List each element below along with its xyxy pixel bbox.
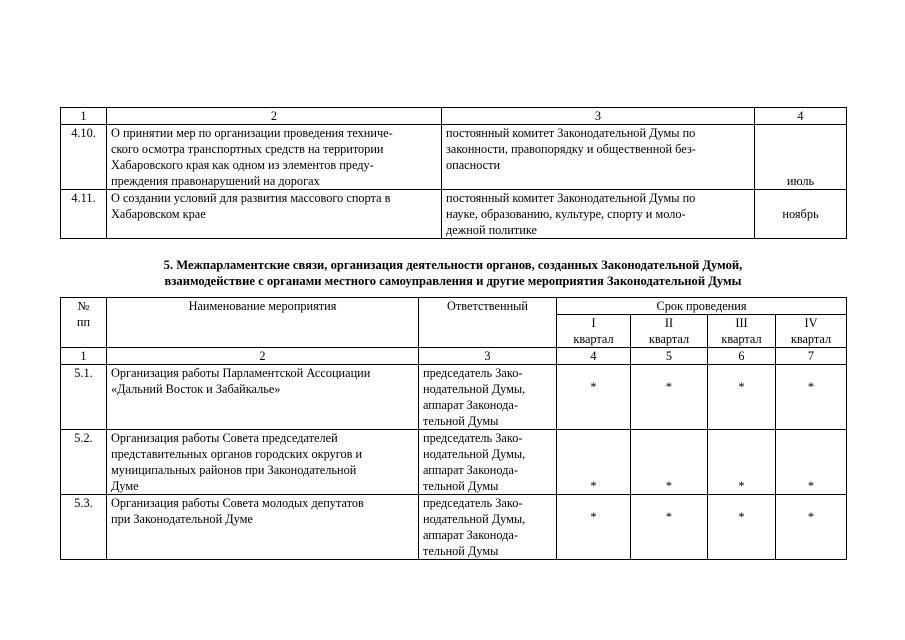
responsible xyxy=(442,125,755,190)
text-line: квартал xyxy=(721,332,762,346)
quarter-mark: * xyxy=(557,365,631,430)
text-line: тельной Думы xyxy=(423,544,499,558)
text-line: квартал xyxy=(790,332,832,346)
text-line: пп xyxy=(76,315,91,329)
column-number: 2 xyxy=(107,348,419,365)
responsible xyxy=(442,190,755,239)
text-line: «Дальний Восток и Забайкалье» xyxy=(111,382,281,396)
column-numbering-row xyxy=(61,348,847,365)
column-number: 3 xyxy=(442,108,755,125)
text-line: Организация работы Парламентской Ассоциации xyxy=(111,366,371,380)
event-title xyxy=(107,495,419,560)
section-heading-line: взаимодействие с органами местного самоуправления и другие мероприятия Законодательной Думы xyxy=(164,274,742,288)
row-number: 4.11. xyxy=(61,190,107,239)
text-line: О создании условий для развития массового спорта в xyxy=(111,191,391,205)
text-line: нодательной Думы, xyxy=(423,382,526,396)
text-line: Думе xyxy=(111,479,139,493)
quarter-mark: * xyxy=(557,430,631,495)
section-heading-line: 5. Межпарламентские связи, организация деятельности органов, созданных Законодательной Думой, xyxy=(163,258,743,272)
responsible xyxy=(419,495,557,560)
quarter-mark: * xyxy=(776,430,847,495)
text-line: О принятии мер по организации проведения техниче- xyxy=(111,126,393,140)
quarter-mark: * xyxy=(631,430,708,495)
text-line: постоянный комитет Законодательной Думы по xyxy=(446,191,696,205)
table-row xyxy=(61,365,847,430)
section-heading xyxy=(60,257,846,289)
column-number: 5 xyxy=(631,348,708,365)
row-number: 4.10. xyxy=(61,125,107,190)
col-header-responsible: Ответственный xyxy=(419,298,557,348)
text-line: председатель Зако- xyxy=(423,496,523,510)
term: июль xyxy=(755,125,847,190)
quarter-mark: * xyxy=(708,495,776,560)
column-numbering-row xyxy=(61,108,847,125)
text-line: опасности xyxy=(446,158,501,172)
text-line: представительных органов городских округов и xyxy=(111,447,363,461)
column-number: 2 xyxy=(107,108,442,125)
text-line: тельной Думы xyxy=(423,479,499,493)
text-line: II xyxy=(664,316,674,330)
row-number: 5.1. xyxy=(61,365,107,430)
quarter-mark: * xyxy=(631,495,708,560)
column-number: 1 xyxy=(61,348,107,365)
event-title xyxy=(107,190,442,239)
column-number: 4 xyxy=(557,348,631,365)
agenda-table-continued xyxy=(60,107,847,239)
event-title xyxy=(107,365,419,430)
text-line: председатель Зако- xyxy=(423,431,523,445)
responsible xyxy=(419,430,557,495)
text-line: № xyxy=(77,299,90,313)
column-number: 3 xyxy=(419,348,557,365)
text-line: дежной политике xyxy=(446,223,537,237)
term: ноябрь xyxy=(755,190,847,239)
text-line: I xyxy=(591,316,596,330)
quarter-header xyxy=(631,315,708,348)
table-row xyxy=(61,125,847,190)
text-line: при Законодательной Думе xyxy=(111,512,253,526)
text-line: аппарат Законода- xyxy=(423,528,518,542)
column-number: 1 xyxy=(61,108,107,125)
text-line: законности, правопорядку и общественной без- xyxy=(446,142,696,156)
quarter-header xyxy=(708,315,776,348)
quarter-mark: * xyxy=(708,365,776,430)
quarter-mark: * xyxy=(776,495,847,560)
text-line: тельной Думы xyxy=(423,414,499,428)
text-line: квартал xyxy=(573,332,614,346)
text-line: преждения правонарушений на дорогах xyxy=(111,174,320,188)
table-row xyxy=(61,495,847,560)
row-number: 5.2. xyxy=(61,430,107,495)
responsible xyxy=(419,365,557,430)
event-title xyxy=(107,125,442,190)
column-number: 4 xyxy=(755,108,847,125)
col-header-number xyxy=(61,298,107,348)
text-line: Организация работы Совета председателей xyxy=(111,431,338,445)
text-line: квартал xyxy=(648,332,690,346)
column-number: 7 xyxy=(776,348,847,365)
text-line: нодательной Думы, xyxy=(423,447,526,461)
text-line: председатель Зако- xyxy=(423,366,523,380)
row-number: 5.3. xyxy=(61,495,107,560)
text-line: Хабаровском крае xyxy=(111,207,206,221)
quarter-mark: * xyxy=(776,365,847,430)
table-row xyxy=(61,190,847,239)
text-line: нодательной Думы, xyxy=(423,512,526,526)
col-header-name: Наименование мероприятия xyxy=(107,298,419,348)
quarter-mark: * xyxy=(557,495,631,560)
text-line: постоянный комитет Законодательной Думы по xyxy=(446,126,696,140)
text-line: муниципальных районов при Законодательной xyxy=(111,463,357,477)
quarter-header xyxy=(776,315,847,348)
quarter-mark: * xyxy=(708,430,776,495)
text-line: ского осмотра транспортных средств на территории xyxy=(111,142,384,156)
text-line: Хабаровского края как одном из элементов преду- xyxy=(111,158,374,172)
text-line: аппарат Законода- xyxy=(423,398,518,412)
text-line: аппарат Законода- xyxy=(423,463,518,477)
quarter-mark: * xyxy=(631,365,708,430)
header-row xyxy=(61,298,847,315)
text-line: III xyxy=(735,316,748,330)
text-line: науке, образованию, культуре, спорту и моло- xyxy=(446,207,686,221)
table-row xyxy=(61,430,847,495)
text-line: IV xyxy=(804,316,818,330)
interparliamentary-table xyxy=(60,297,847,560)
col-header-term: Срок проведения xyxy=(557,298,847,315)
column-number: 6 xyxy=(708,348,776,365)
text-line: Организация работы Совета молодых депутатов xyxy=(111,496,364,510)
event-title xyxy=(107,430,419,495)
quarter-header xyxy=(557,315,631,348)
